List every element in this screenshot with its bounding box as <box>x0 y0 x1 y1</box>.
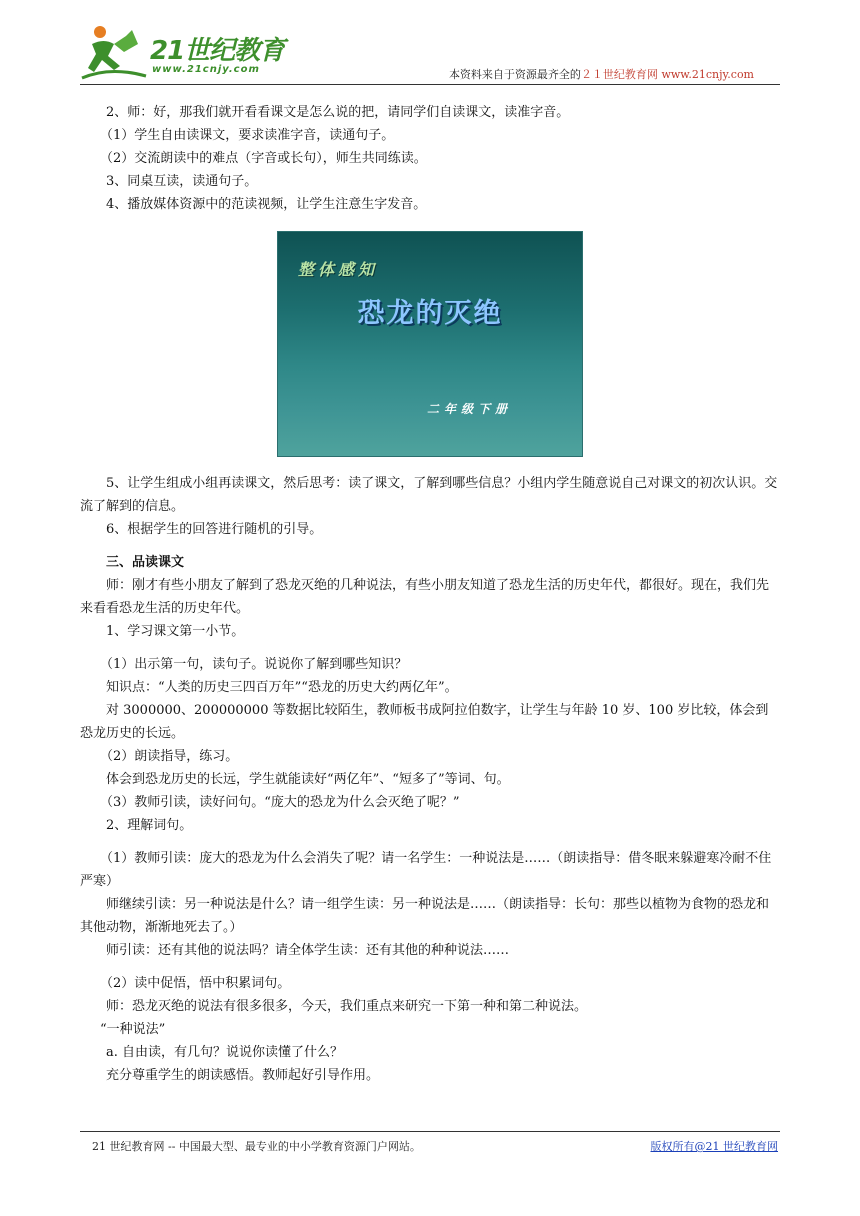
lesson-video-still <box>277 231 583 457</box>
paragraph: “一种说法” <box>100 1022 166 1037</box>
paragraph: 6、根据学生的回答进行随机的引导。 <box>106 522 323 537</box>
paragraph: 充分尊重学生的朗读感悟。教师起好引导作用。 <box>106 1068 380 1083</box>
figure-subtitle: 二年级下册 <box>426 402 512 416</box>
paragraph: （3）教师引读，读好问句。“庞大的恐龙为什么会灭绝了呢？” <box>100 795 460 810</box>
footer-text: 21 世纪教育网 -- 中国最大型、最专业的中小学教育资源门户网站。 <box>92 1140 421 1153</box>
paragraph: 2、理解词句。 <box>106 818 193 833</box>
paragraph: 师引读：还有其他的说法吗？请全体学生读：还有其他的种种说法…… <box>106 943 510 958</box>
page-header <box>0 0 860 95</box>
paragraph: 师：刚才有些小朋友了解到了恐龙灭绝的几种说法，有些小朋友知道了恐龙生活的历史年代，都很好。现在，我们先来看看恐龙生活的历史年代。 <box>80 578 770 616</box>
footer-divider <box>80 1131 780 1132</box>
header-note <box>449 66 754 82</box>
paragraph: （2）交流朗读中的难点（字音或长句），师生共同练读。 <box>100 151 427 166</box>
spacer <box>80 837 780 847</box>
paragraph: 对 3000000、200000000 等数据比较陌生，教师板书成阿拉伯数字，让学生与年龄 10 岁、100 岁比较，体会到恐龙历史的长远。 <box>80 703 769 741</box>
header-note-prefix: 本资料来自于资源最齐全的 <box>448 68 581 81</box>
paragraph: （1）学生自由读课文，要求读准字音，读通句子。 <box>100 128 395 143</box>
paragraph: （2）朗读指导，练习。 <box>100 749 239 764</box>
paragraph: 体会到恐龙历史的长远，学生就能读好“两亿年”、“短多了”等词、句。 <box>106 772 510 787</box>
paragraph: 3、同桌互读，读通句子。 <box>106 174 258 189</box>
spacer <box>80 643 780 653</box>
paragraph: （2）读中促悟，悟中积累词句。 <box>100 976 291 991</box>
site-logo[interactable] <box>80 22 290 82</box>
spacer <box>80 962 780 972</box>
paragraph: 师：恐龙灭绝的说法有很多很多，今天，我们重点来研究一下第一种和第二种说法。 <box>106 999 588 1014</box>
header-divider <box>80 84 780 85</box>
header-note-url[interactable]: www.21cnjy.com <box>661 68 754 81</box>
paragraph: 5、让学生组成小组再读课文，然后思考：读了课文，了解到哪些信息？小组内学生随意说自己对课文的初次认识。交流了解到的信息。 <box>80 476 778 514</box>
section-heading: 三、品读课文 <box>106 555 185 570</box>
logo-text: 21世纪教育 <box>150 36 285 66</box>
header-note-site: ２１世纪教育网 <box>580 68 658 81</box>
footer-copyright-link[interactable]: 版权所有@21 世纪教育网 <box>650 1140 778 1153</box>
document-body <box>80 101 780 1087</box>
paragraph: 4、播放媒体资源中的范读视频，让学生注意生字发音。 <box>106 197 427 212</box>
logo-url: www.21cnjy.com <box>152 64 260 75</box>
runner-logo-icon <box>80 22 150 82</box>
paragraph: 知识点：“人类的历史三四百万年”“恐龙的历史大约两亿年”。 <box>106 680 458 695</box>
paragraph: 2、师：好，那我们就开看看课文是怎么说的把，请同学们自读课文，读准字音。 <box>106 105 570 120</box>
paragraph: （1）出示第一句，读句子。说说你了解到哪些知识？ <box>100 657 408 672</box>
spacer <box>80 541 780 551</box>
paragraph: （1）教师引读：庞大的恐龙为什么会消失了呢？请一名学生：一种说法是……（朗读指导：借冬眠来躲避寒冷耐不住严寒） <box>80 851 772 889</box>
figure-tag: 整体感知 <box>298 260 379 279</box>
figure-title: 恐龙的灭绝 <box>357 298 503 329</box>
paragraph: 1、学习课文第一小节。 <box>106 624 245 639</box>
paragraph: 师继续引读：另一种说法是什么？请一组学生读：另一种说法是……（朗读指导：长句：那些以植物为食物的恐龙和其他动物，渐渐地死去了。） <box>80 897 770 935</box>
paragraph: a. 自由读，有几句？说说你读懂了什么？ <box>106 1045 344 1060</box>
